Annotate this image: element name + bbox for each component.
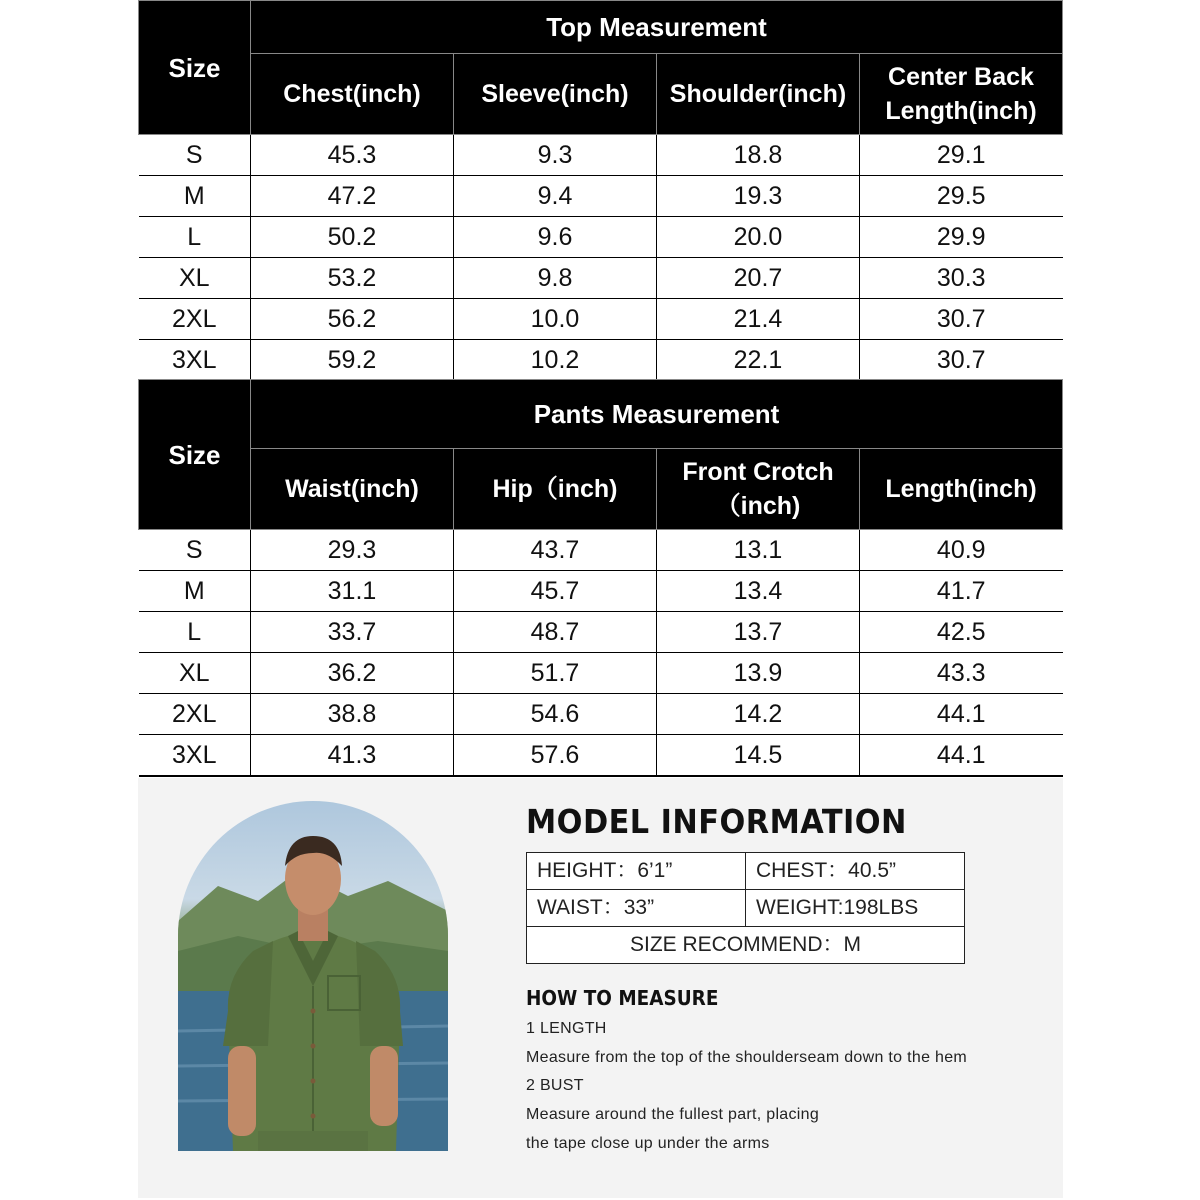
table-row bbox=[139, 653, 1063, 694]
model-info-row bbox=[527, 890, 964, 927]
model-weight: WEIGHT:198LBS bbox=[745, 890, 964, 926]
length-instruction: Measure from the top of the shoulderseam down to the hem bbox=[526, 1049, 968, 1066]
table-cell: 44.1 bbox=[860, 694, 1063, 735]
table-cell: 9.3 bbox=[454, 135, 657, 176]
column-header-length: Length(inch) bbox=[860, 449, 1063, 530]
table-cell: 13.9 bbox=[657, 653, 860, 694]
table-cell: 29.3 bbox=[251, 530, 454, 571]
size-cell: S bbox=[139, 135, 251, 176]
model-info-panel bbox=[138, 778, 1063, 1198]
table-cell: 13.1 bbox=[657, 530, 860, 571]
size-cell: L bbox=[139, 217, 251, 258]
table-cell: 19.3 bbox=[657, 176, 860, 217]
table-row bbox=[139, 135, 1063, 176]
table-cell: 45.7 bbox=[454, 571, 657, 612]
model-info-title: MODEL INFORMATION bbox=[526, 802, 907, 841]
table-row bbox=[139, 694, 1063, 735]
length-title: 1 LENGTH bbox=[526, 1020, 607, 1037]
table-cell: 57.6 bbox=[454, 735, 657, 777]
table-cell: 31.1 bbox=[251, 571, 454, 612]
table-cell: 48.7 bbox=[454, 612, 657, 653]
column-header-center-back-length: Center Back Length(inch) bbox=[860, 54, 1063, 135]
table-cell: 13.7 bbox=[657, 612, 860, 653]
size-cell: XL bbox=[139, 653, 251, 694]
table-cell: 22.1 bbox=[657, 340, 860, 382]
table-row bbox=[139, 530, 1063, 571]
size-header: Size bbox=[139, 380, 251, 530]
bust-instruction-line1: Measure around the fullest part, placing bbox=[526, 1106, 820, 1123]
table-cell: 51.7 bbox=[454, 653, 657, 694]
table-cell: 45.3 bbox=[251, 135, 454, 176]
table-cell: 59.2 bbox=[251, 340, 454, 382]
model-waist: WAIST：33” bbox=[537, 896, 655, 919]
size-cell: M bbox=[139, 571, 251, 612]
table-cell: 43.3 bbox=[860, 653, 1063, 694]
table-cell: 10.2 bbox=[454, 340, 657, 382]
table-cell: 9.8 bbox=[454, 258, 657, 299]
table-cell: 38.8 bbox=[251, 694, 454, 735]
table-row bbox=[139, 571, 1063, 612]
size-cell: 2XL bbox=[139, 299, 251, 340]
table-cell: 41.3 bbox=[251, 735, 454, 777]
size-cell: M bbox=[139, 176, 251, 217]
size-cell: 3XL bbox=[139, 735, 251, 777]
model-photo bbox=[178, 801, 448, 1151]
table-cell: 9.6 bbox=[454, 217, 657, 258]
column-header-shoulder: Shoulder(inch) bbox=[657, 54, 860, 135]
model-info-row bbox=[527, 853, 964, 890]
table-cell: 14.2 bbox=[657, 694, 860, 735]
table-cell: 43.7 bbox=[454, 530, 657, 571]
table-row bbox=[139, 340, 1063, 382]
table-cell: 40.9 bbox=[860, 530, 1063, 571]
table-cell: 18.8 bbox=[657, 135, 860, 176]
table-row bbox=[139, 299, 1063, 340]
table-cell: 36.2 bbox=[251, 653, 454, 694]
column-header-sleeve: Sleeve(inch) bbox=[454, 54, 657, 135]
table-cell: 53.2 bbox=[251, 258, 454, 299]
pants-measurement-table bbox=[138, 379, 1063, 777]
table-cell: 47.2 bbox=[251, 176, 454, 217]
table-cell: 41.7 bbox=[860, 571, 1063, 612]
column-header-hip: Hip（inch) bbox=[454, 449, 657, 530]
table-row bbox=[139, 612, 1063, 653]
size-cell: L bbox=[139, 612, 251, 653]
table-row bbox=[139, 217, 1063, 258]
table-title: Top Measurement bbox=[251, 1, 1063, 54]
table-cell: 54.6 bbox=[454, 694, 657, 735]
table-cell: 20.0 bbox=[657, 217, 860, 258]
table-row bbox=[139, 176, 1063, 217]
model-info-row bbox=[527, 927, 964, 963]
bust-title: 2 BUST bbox=[526, 1077, 584, 1094]
table-cell: 21.4 bbox=[657, 299, 860, 340]
size-cell: 2XL bbox=[139, 694, 251, 735]
top-measurement-table bbox=[138, 0, 1063, 382]
table-cell: 20.7 bbox=[657, 258, 860, 299]
table-cell: 10.0 bbox=[454, 299, 657, 340]
table-cell: 29.5 bbox=[860, 176, 1063, 217]
table-row bbox=[139, 735, 1063, 777]
table-cell: 50.2 bbox=[251, 217, 454, 258]
table-cell: 44.1 bbox=[860, 735, 1063, 777]
column-header-front-crotch: Front Crotch（inch) bbox=[657, 449, 860, 530]
how-to-measure-title: HOW TO MEASURE bbox=[526, 986, 719, 1010]
column-header-waist: Waist(inch) bbox=[251, 449, 454, 530]
size-cell: S bbox=[139, 530, 251, 571]
table-cell: 14.5 bbox=[657, 735, 860, 777]
table-cell: 30.3 bbox=[860, 258, 1063, 299]
size-recommend: SIZE RECOMMEND：M bbox=[630, 933, 861, 956]
model-illustration bbox=[178, 801, 448, 1151]
table-cell: 9.4 bbox=[454, 176, 657, 217]
model-chest: CHEST：40.5” bbox=[745, 853, 964, 889]
column-header-chest: Chest(inch) bbox=[251, 54, 454, 135]
bust-instruction-line2: the tape close up under the arms bbox=[526, 1135, 770, 1152]
table-row bbox=[139, 258, 1063, 299]
size-header: Size bbox=[139, 1, 251, 135]
table-cell: 30.7 bbox=[860, 340, 1063, 382]
table-cell: 42.5 bbox=[860, 612, 1063, 653]
table-cell: 29.9 bbox=[860, 217, 1063, 258]
size-cell: XL bbox=[139, 258, 251, 299]
model-info-grid bbox=[526, 852, 965, 964]
table-cell: 56.2 bbox=[251, 299, 454, 340]
size-cell: 3XL bbox=[139, 340, 251, 382]
table-title: Pants Measurement bbox=[251, 380, 1063, 449]
table-cell: 13.4 bbox=[657, 571, 860, 612]
table-cell: 33.7 bbox=[251, 612, 454, 653]
table-cell: 30.7 bbox=[860, 299, 1063, 340]
model-height: HEIGHT：6’1” bbox=[537, 859, 673, 882]
table-cell: 29.1 bbox=[860, 135, 1063, 176]
